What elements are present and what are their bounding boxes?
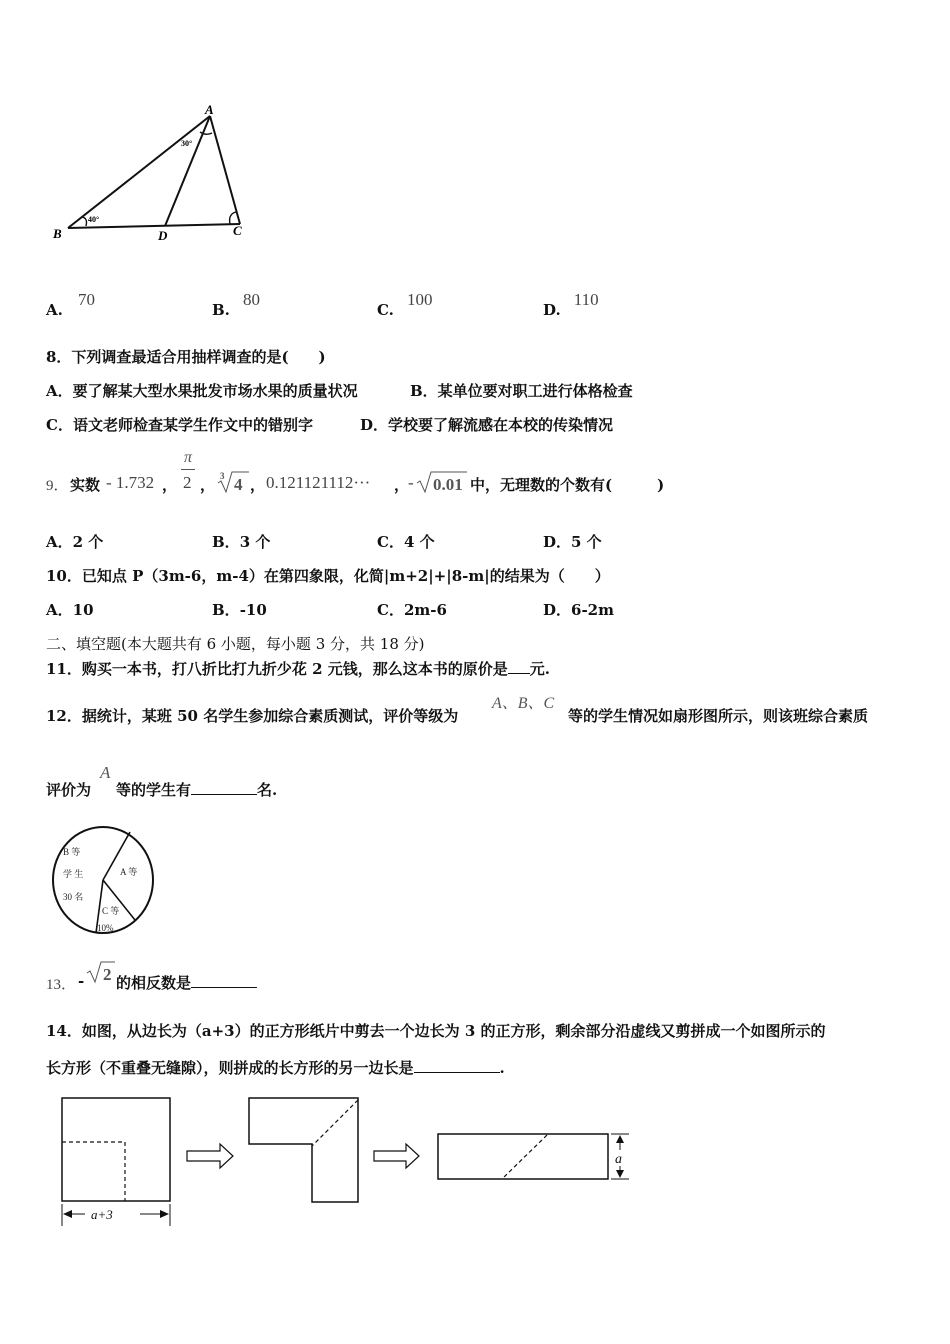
q11-end: 元.	[529, 660, 550, 678]
q12-text-2: 等的学生情况如扇形图所示，则该班综合素质	[568, 707, 869, 725]
q9-root-arg: 4	[234, 475, 243, 494]
pie-b-label-1: B 等	[63, 847, 81, 857]
q11-stem	[46, 658, 550, 679]
angle-a-label: 30°	[181, 139, 193, 148]
q14-square	[62, 1098, 170, 1201]
q9-neg: -	[408, 473, 414, 492]
q10-option-d[interactable]: D．6-2m	[543, 601, 614, 619]
q8-option-d[interactable]: D．学校要了解流感在本校的传染情况	[360, 416, 614, 434]
q7-option-d[interactable]	[543, 290, 599, 319]
q14-answer-blank[interactable]	[414, 1072, 500, 1073]
option-label: C.	[377, 301, 394, 319]
q10-stem: 10．已知点 P（3m-6，m-4）在第四象限，化简|m+2|+|8-m|的结果为（ ）	[46, 567, 610, 585]
q14-rectangle	[438, 1134, 608, 1179]
vertex-label-c: C	[233, 223, 242, 238]
q9-sep-3: ，	[250, 476, 266, 494]
q8-option-a[interactable]: A．要了解某大型水果批发市场水果的质量状况	[46, 382, 358, 400]
q9-option-c[interactable]: C．4 个	[377, 533, 435, 551]
q12-answer-blank[interactable]	[191, 794, 257, 795]
q14-arrow-2	[374, 1144, 419, 1168]
option-value: 70	[77, 290, 95, 309]
q9-lead: 实数	[70, 476, 101, 494]
pie-c-label: C 等	[102, 906, 120, 916]
q9-root-index: 3	[220, 471, 225, 481]
q9-square-root	[416, 468, 468, 496]
q9-pi: π	[184, 449, 193, 466]
vertex-label-a: A	[205, 102, 214, 117]
q9-tail: 中，无理数的个数有( )	[470, 476, 665, 494]
angle-b-label: 40°	[88, 215, 100, 224]
q14-l-shape	[249, 1098, 358, 1202]
vertex-label-d: D	[158, 228, 168, 243]
q7-option-b[interactable]	[212, 290, 260, 319]
pie-chart	[50, 823, 160, 941]
q13-answer-blank[interactable]	[191, 987, 257, 988]
q9-option-d[interactable]: D．5 个	[543, 533, 602, 551]
option-value: 100	[407, 290, 433, 309]
q11-text: 11．购买一本书，打八折比打九折少花 2 元钱，那么这本书的原价是	[46, 660, 508, 678]
q12-stem-line1	[46, 692, 916, 726]
q11-answer-blank[interactable]	[508, 673, 530, 674]
q13-square-root	[86, 958, 116, 986]
q9-fraction-bar	[181, 469, 195, 470]
q9-number: 9．	[46, 478, 69, 494]
q9-option-a[interactable]: A．2 个	[46, 533, 104, 551]
option-label: A.	[46, 301, 63, 319]
q14-line1: 14．如图，从边长为（a+3）的正方形纸片中剪去一个边长为 3 的正方形，剩余部分沿虚线又剪拼成一个如图所示的	[46, 1022, 826, 1040]
q14-height-label: a	[615, 1152, 622, 1167]
q12-text-1: 12．据统计，某班 50 名学生参加综合素质测试，评价等级为	[46, 707, 459, 725]
q12-text-4: 等的学生有 名.	[116, 781, 278, 799]
q14-arrow-1	[187, 1144, 233, 1168]
q14-line2: 长方形（不重叠无缝隙），则拼成的长方形的另一边长是 .	[46, 1059, 505, 1077]
q13-neg: -	[78, 972, 85, 990]
q12-text-3: 评价为	[46, 781, 92, 799]
q9-sep-2: ，	[200, 476, 216, 494]
section-heading: 二、填空题(本大题共有 6 小题，每小题 3 分，共 18 分)	[46, 635, 425, 653]
q7-option-a[interactable]	[46, 290, 95, 319]
pie-percent-label: 10%	[97, 923, 114, 933]
q12-grade-a: A	[100, 763, 111, 782]
pie-a-label: A 等	[120, 867, 138, 877]
q10-option-b[interactable]: B．-10	[212, 601, 267, 619]
q9-cube-root	[216, 468, 250, 496]
q8-option-c[interactable]: C．语文老师检查某学生作文中的错别字	[46, 416, 313, 434]
pie-b-label-2: 学 生	[63, 869, 84, 879]
q13-root-arg: 2	[103, 965, 112, 984]
q14-figure	[55, 1092, 645, 1232]
option-value: 80	[243, 290, 260, 309]
q12-stem-line2	[46, 765, 346, 799]
q13-stem	[46, 958, 346, 992]
vertex-label-b: B	[53, 226, 62, 241]
option-value: 110	[573, 290, 599, 309]
q8-stem: 8．下列调查最适合用抽样调查的是( )	[46, 348, 326, 366]
q9-option-b[interactable]: B．3 个	[212, 533, 271, 551]
q13-tail: 的相反数是	[116, 972, 257, 993]
q9-denominator: 2	[183, 473, 192, 492]
q9-value-1: - 1.732	[106, 473, 155, 492]
q14-side-label: a+3	[91, 1207, 113, 1222]
q10-option-c[interactable]: C．2m-6	[377, 601, 447, 619]
q9-sep-1: ，	[162, 476, 178, 494]
q9-value-3: 0.121121112···	[266, 473, 371, 492]
q9-root2-arg: 0.01	[433, 475, 463, 494]
triangle-figure	[50, 100, 270, 250]
q9-sep-4: ，	[394, 476, 410, 494]
q14-cut-line	[62, 1142, 125, 1201]
q7-option-c[interactable]	[377, 290, 433, 319]
q10-option-a[interactable]: A．10	[46, 601, 94, 619]
option-label: D.	[543, 301, 561, 319]
q8-option-b[interactable]: B．某单位要对职工进行体格检查	[410, 382, 633, 400]
q12-grades: A、B、C	[492, 695, 555, 712]
option-label: B.	[212, 301, 230, 319]
pie-b-label-3: 30 名	[63, 892, 84, 902]
q13-number: 13．	[46, 977, 77, 993]
